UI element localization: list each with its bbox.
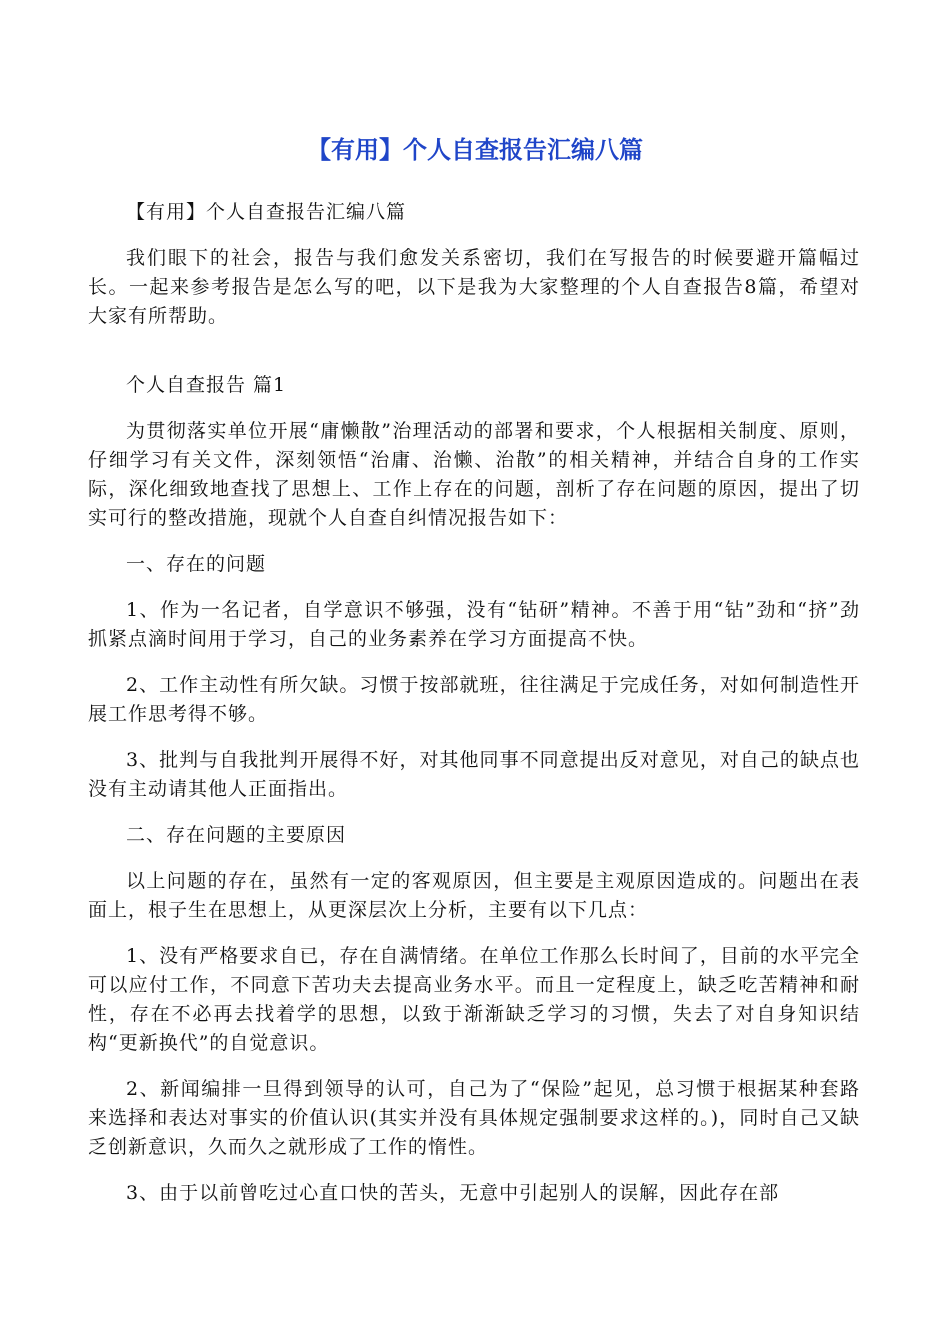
paragraph-problem-1: 1、作为一名记者，自学意识不够强，没有“钻研”精神。不善于用“钻”劲和“挤”劲抓紧点滴时间用于学习，自己的业务素养在学习方面提高不快。: [88, 599, 860, 650]
paragraph-intro: 我们眼下的社会，报告与我们愈发关系密切，我们在写报告的时候要避开篇幅过长。一起来参考报告是怎么写的吧，以下是我为大家整理的个人自查报告8篇，希望对大家有所帮助。: [88, 247, 860, 327]
paragraph-cause-1: 1、没有严格要求自已，存在自满情绪。在单位工作那么长时间了，目前的水平完全可以应付工作，不同意下苦功夫去提高业务水平。而且一定程度上，缺乏吃苦精神和耐性，存在不必再去找着学的思想，以致于渐渐缺乏学习的习惯，失去了对自身知识结构“更新换代”的自觉意识。: [88, 945, 860, 1054]
document-body: [88, 198, 860, 1225]
section-heading-problems: 一、存在的问题: [126, 553, 267, 575]
paragraph-cause-2: 2、新闻编排一旦得到领导的认可，自己为了“保险”起见，总习惯于根据某种套路来选择和表达对事实的价值认识(其实并没有具体规定强制要求这样的。)，同时自己又缺乏创新意识，久而久之就形成了工作的惰性。: [88, 1078, 860, 1158]
paragraph-subtitle: 【有用】个人自查报告汇编八篇: [126, 201, 407, 223]
paragraph-purpose: 为贯彻落实单位开展“庸懒散”治理活动的部署和要求，个人根据相关制度、原则，仔细学习有关文件，深刻领悟“治庸、治懒、治散”的相关精神，并结合自身的工作实际，深化细致地查找了思想上、工作上存在的问题，剖析了存在问题的原因，提出了切实可行的整改措施，现就个人自查自纠情况报告如下：: [88, 420, 860, 529]
paragraph-cause-3: 3、由于以前曾吃过心直口快的苦头，无意中引起别人的误解，因此存在部: [126, 1182, 780, 1204]
paragraph-problem-3: 3、批判与自我批判开展得不好，对其他同事不同意提出反对意见，对自己的缺点也没有主动请其他人正面指出。: [88, 749, 860, 800]
section-heading-report-1: 个人自查报告 篇1: [126, 374, 287, 396]
section-heading-causes: 二、存在问题的主要原因: [126, 824, 347, 846]
paragraph-problem-2: 2、工作主动性有所欠缺。习惯于按部就班，往往满足于完成任务，对如何制造性开展工作思考得不够。: [88, 674, 860, 725]
document-title: 【有用】个人自查报告汇编八篇: [307, 136, 643, 164]
paragraph-causes-intro: 以上问题的存在，虽然有一定的客观原因，但主要是主观原因造成的。问题出在表面上，根子生在思想上，从更深层次上分析，主要有以下几点：: [88, 870, 860, 921]
